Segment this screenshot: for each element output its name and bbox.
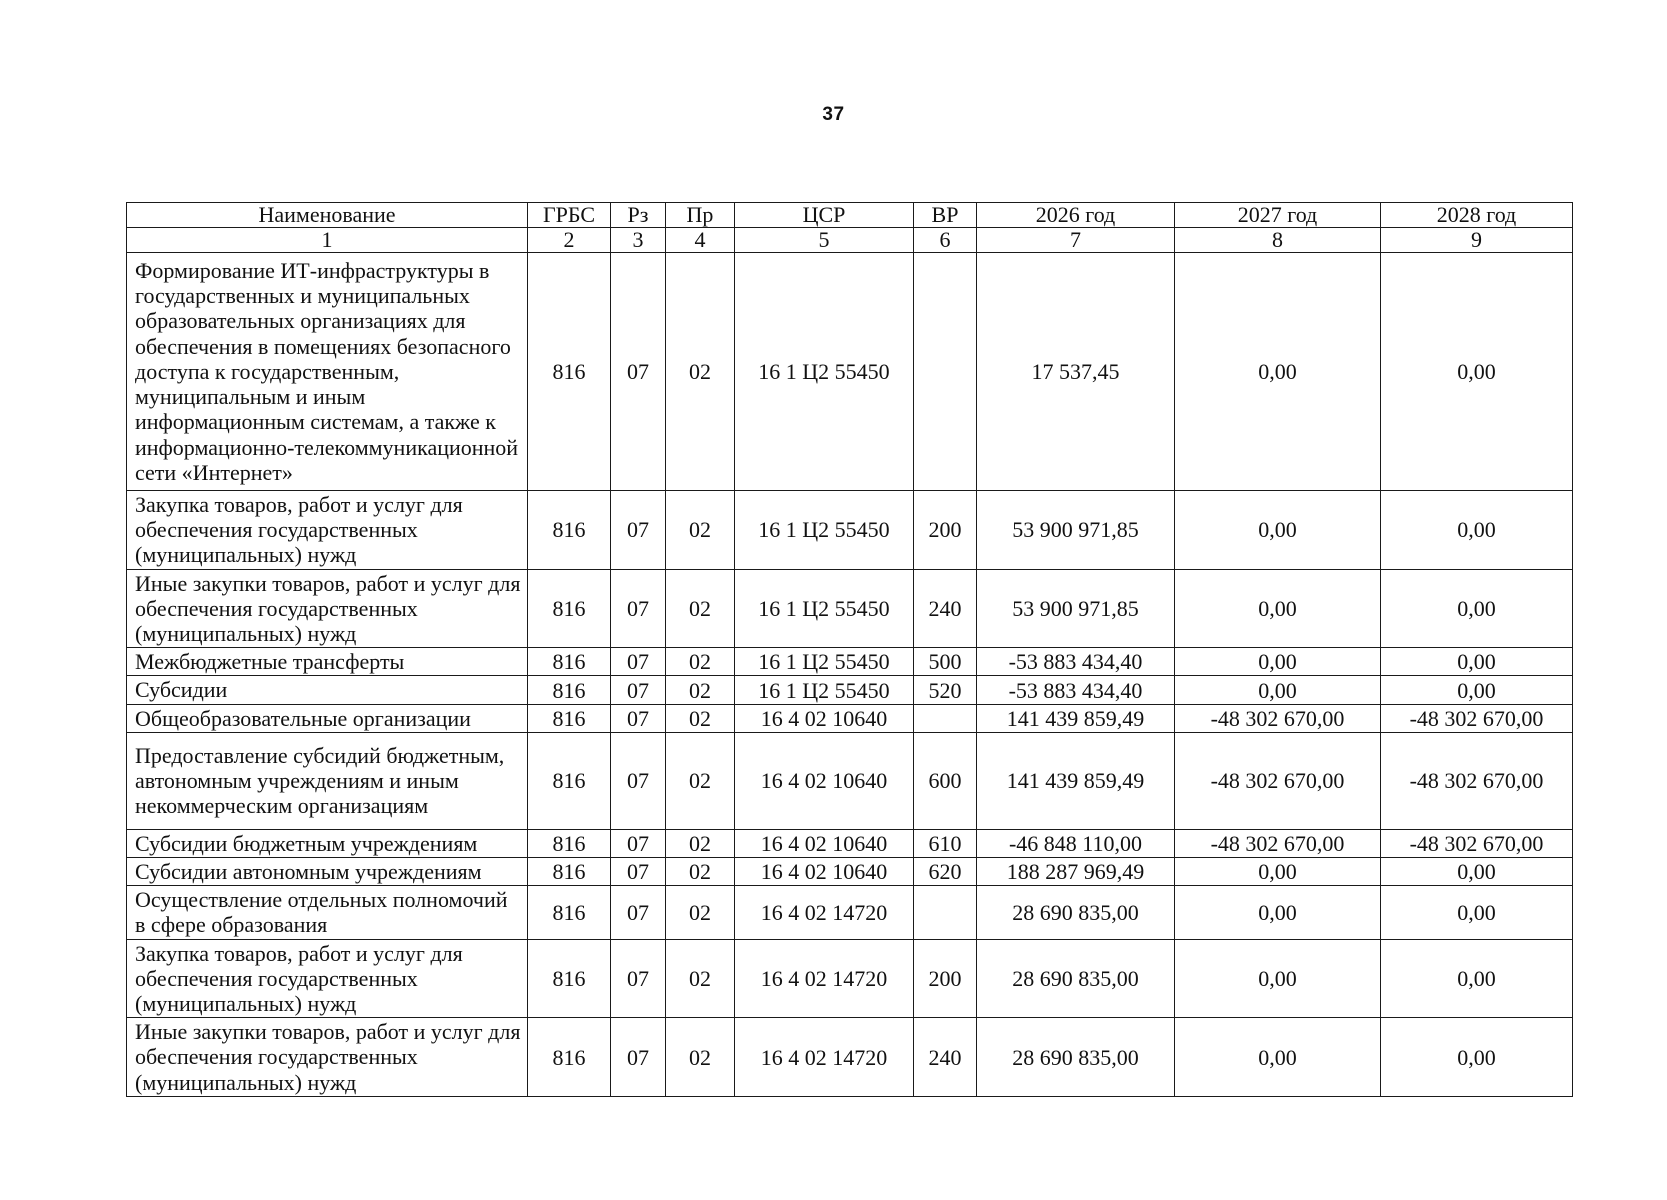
table-row <box>127 569 1573 648</box>
header-grbs: ГРБС <box>528 203 611 228</box>
cell-grbs: 816 <box>528 886 611 939</box>
cell-vr: 620 <box>914 858 977 886</box>
cell-name: Предоставление субсидий бюджетным, автономным учреждениям и иным некоммерческим организациям <box>127 732 528 829</box>
cell-2026: 53 900 971,85 <box>977 491 1175 570</box>
table-row <box>127 829 1573 857</box>
cell-grbs: 816 <box>528 732 611 829</box>
table-row <box>127 1018 1573 1097</box>
cell-vr: 240 <box>914 1018 977 1097</box>
cell-csr: 16 1 Ц2 55450 <box>735 491 914 570</box>
cell-rz: 07 <box>611 569 666 648</box>
cell-pr: 02 <box>666 886 735 939</box>
cell-rz: 07 <box>611 886 666 939</box>
cell-2028: 0,00 <box>1381 676 1573 704</box>
cell-csr: 16 1 Ц2 55450 <box>735 253 914 491</box>
header-row <box>127 203 1573 228</box>
cell-2027: 0,00 <box>1175 1018 1381 1097</box>
cell-pr: 02 <box>666 829 735 857</box>
cell-pr: 02 <box>666 939 735 1018</box>
cell-grbs: 816 <box>528 829 611 857</box>
cell-2026: 188 287 969,49 <box>977 858 1175 886</box>
column-number: 9 <box>1381 228 1573 253</box>
cell-rz: 07 <box>611 704 666 732</box>
cell-rz: 07 <box>611 253 666 491</box>
cell-2028: 0,00 <box>1381 648 1573 676</box>
cell-vr <box>914 253 977 491</box>
cell-rz: 07 <box>611 676 666 704</box>
cell-2028: 0,00 <box>1381 253 1573 491</box>
header-rz: Рз <box>611 203 666 228</box>
cell-2028: 0,00 <box>1381 569 1573 648</box>
table-row <box>127 732 1573 829</box>
cell-2028: 0,00 <box>1381 858 1573 886</box>
table-row <box>127 704 1573 732</box>
cell-grbs: 816 <box>528 704 611 732</box>
cell-2027: 0,00 <box>1175 676 1381 704</box>
cell-rz: 07 <box>611 648 666 676</box>
table-row <box>127 939 1573 1018</box>
cell-2027: -48 302 670,00 <box>1175 704 1381 732</box>
cell-csr: 16 4 02 10640 <box>735 732 914 829</box>
cell-name: Субсидии бюджетным учреждениям <box>127 829 528 857</box>
header-2026: 2026 год <box>977 203 1175 228</box>
cell-csr: 16 1 Ц2 55450 <box>735 569 914 648</box>
column-number: 3 <box>611 228 666 253</box>
cell-2028: 0,00 <box>1381 886 1573 939</box>
header-name: Наименование <box>127 203 528 228</box>
cell-pr: 02 <box>666 676 735 704</box>
cell-name: Формирование ИТ-инфраструктуры в государственных и муниципальных образовательных организациях для обеспечения в помещениях безопасного доступа к государственным, муниципальным и иным информационным системам, а также к информационно-телекоммуникационной сети «Интернет» <box>127 253 528 491</box>
cell-2027: -48 302 670,00 <box>1175 732 1381 829</box>
cell-rz: 07 <box>611 829 666 857</box>
cell-2028: 0,00 <box>1381 491 1573 570</box>
cell-name: Закупка товаров, работ и услуг для обеспечения государственных (муниципальных) нужд <box>127 491 528 570</box>
cell-rz: 07 <box>611 939 666 1018</box>
cell-pr: 02 <box>666 858 735 886</box>
cell-grbs: 816 <box>528 569 611 648</box>
cell-pr: 02 <box>666 648 735 676</box>
header-2028: 2028 год <box>1381 203 1573 228</box>
header-2027: 2027 год <box>1175 203 1381 228</box>
cell-pr: 02 <box>666 732 735 829</box>
cell-grbs: 816 <box>528 858 611 886</box>
cell-2028: -48 302 670,00 <box>1381 829 1573 857</box>
cell-pr: 02 <box>666 491 735 570</box>
cell-2028: -48 302 670,00 <box>1381 732 1573 829</box>
cell-2027: 0,00 <box>1175 491 1381 570</box>
cell-grbs: 816 <box>528 1018 611 1097</box>
cell-name: Иные закупки товаров, работ и услуг для обеспечения государственных (муниципальных) нужд <box>127 1018 528 1097</box>
column-number: 1 <box>127 228 528 253</box>
cell-grbs: 816 <box>528 676 611 704</box>
cell-vr <box>914 704 977 732</box>
table-row <box>127 886 1573 939</box>
column-number-row <box>127 228 1573 253</box>
cell-2027: 0,00 <box>1175 858 1381 886</box>
cell-vr: 200 <box>914 491 977 570</box>
cell-grbs: 816 <box>528 939 611 1018</box>
column-number: 7 <box>977 228 1175 253</box>
header-csr: ЦСР <box>735 203 914 228</box>
cell-2026: 28 690 835,00 <box>977 939 1175 1018</box>
cell-2026: 53 900 971,85 <box>977 569 1175 648</box>
table-row <box>127 491 1573 570</box>
cell-rz: 07 <box>611 1018 666 1097</box>
page-number: 37 <box>822 104 845 125</box>
cell-csr: 16 4 02 10640 <box>735 829 914 857</box>
cell-grbs: 816 <box>528 253 611 491</box>
cell-csr: 16 1 Ц2 55450 <box>735 648 914 676</box>
column-number: 5 <box>735 228 914 253</box>
cell-vr: 200 <box>914 939 977 1018</box>
cell-2026: -53 883 434,40 <box>977 648 1175 676</box>
cell-vr: 520 <box>914 676 977 704</box>
cell-rz: 07 <box>611 732 666 829</box>
column-number: 6 <box>914 228 977 253</box>
cell-name: Субсидии автономным учреждениям <box>127 858 528 886</box>
cell-pr: 02 <box>666 1018 735 1097</box>
cell-2028: 0,00 <box>1381 1018 1573 1097</box>
table-row <box>127 676 1573 704</box>
cell-name: Общеобразовательные организации <box>127 704 528 732</box>
cell-csr: 16 4 02 10640 <box>735 704 914 732</box>
cell-vr <box>914 886 977 939</box>
cell-pr: 02 <box>666 253 735 491</box>
cell-grbs: 816 <box>528 491 611 570</box>
cell-name: Осуществление отдельных полномочий в сфере образования <box>127 886 528 939</box>
cell-2026: 28 690 835,00 <box>977 1018 1175 1097</box>
cell-2027: 0,00 <box>1175 886 1381 939</box>
cell-pr: 02 <box>666 569 735 648</box>
cell-2027: 0,00 <box>1175 253 1381 491</box>
cell-2026: -46 848 110,00 <box>977 829 1175 857</box>
cell-name: Закупка товаров, работ и услуг для обеспечения государственных (муниципальных) нужд <box>127 939 528 1018</box>
cell-csr: 16 4 02 14720 <box>735 886 914 939</box>
cell-rz: 07 <box>611 858 666 886</box>
cell-2026: 28 690 835,00 <box>977 886 1175 939</box>
cell-2027: 0,00 <box>1175 569 1381 648</box>
cell-2026: -53 883 434,40 <box>977 676 1175 704</box>
header-vr: ВР <box>914 203 977 228</box>
budget-table <box>126 202 1573 1097</box>
cell-vr: 500 <box>914 648 977 676</box>
column-number: 2 <box>528 228 611 253</box>
table-row <box>127 858 1573 886</box>
table-row <box>127 253 1573 491</box>
cell-2027: 0,00 <box>1175 939 1381 1018</box>
column-number: 8 <box>1175 228 1381 253</box>
cell-pr: 02 <box>666 704 735 732</box>
cell-2026: 17 537,45 <box>977 253 1175 491</box>
cell-vr: 610 <box>914 829 977 857</box>
cell-name: Межбюджетные трансферты <box>127 648 528 676</box>
cell-2027: 0,00 <box>1175 648 1381 676</box>
table-row <box>127 648 1573 676</box>
cell-name: Иные закупки товаров, работ и услуг для обеспечения государственных (муниципальных) нужд <box>127 569 528 648</box>
cell-vr: 600 <box>914 732 977 829</box>
header-pr: Пр <box>666 203 735 228</box>
cell-csr: 16 4 02 14720 <box>735 1018 914 1097</box>
cell-2026: 141 439 859,49 <box>977 704 1175 732</box>
cell-2028: 0,00 <box>1381 939 1573 1018</box>
cell-vr: 240 <box>914 569 977 648</box>
cell-2028: -48 302 670,00 <box>1381 704 1573 732</box>
column-number: 4 <box>666 228 735 253</box>
cell-csr: 16 4 02 14720 <box>735 939 914 1018</box>
cell-csr: 16 4 02 10640 <box>735 858 914 886</box>
cell-rz: 07 <box>611 491 666 570</box>
cell-2026: 141 439 859,49 <box>977 732 1175 829</box>
cell-name: Субсидии <box>127 676 528 704</box>
cell-2027: -48 302 670,00 <box>1175 829 1381 857</box>
cell-csr: 16 1 Ц2 55450 <box>735 676 914 704</box>
cell-grbs: 816 <box>528 648 611 676</box>
